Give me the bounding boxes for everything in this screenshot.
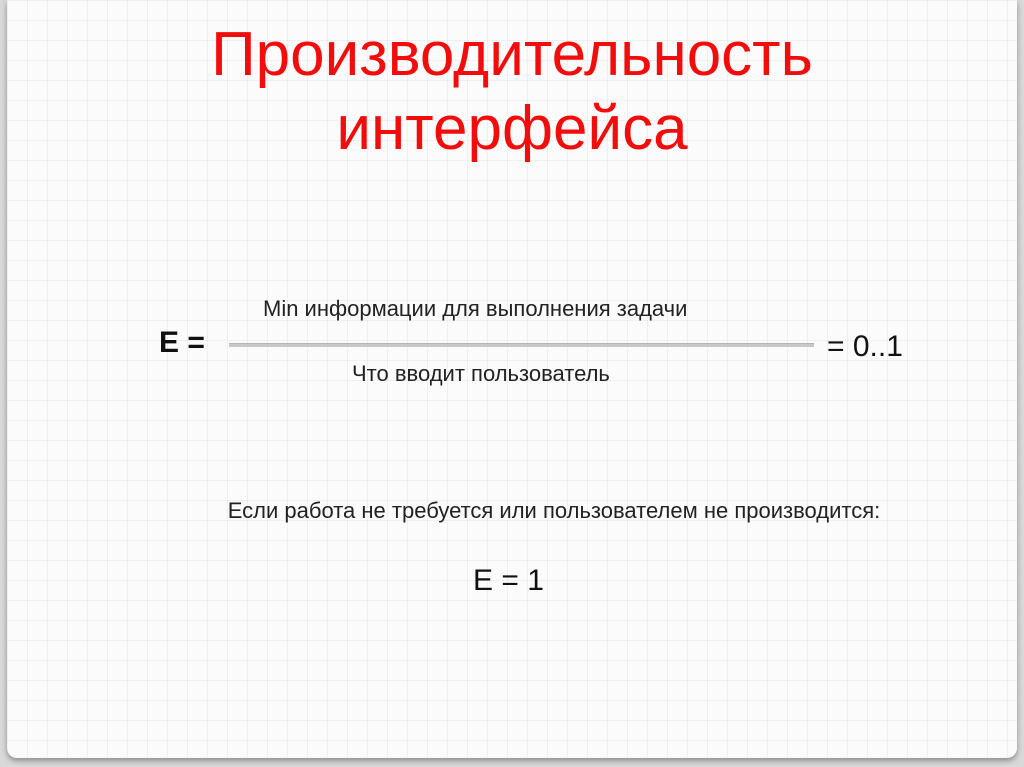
- condition-text: Если работа не требуется или пользователем не производится:: [227, 498, 881, 523]
- slide-title: [7, 18, 1017, 166]
- title-line-1: Производительность: [211, 20, 813, 89]
- fraction-line: [229, 343, 814, 347]
- result-formula: E = 1: [473, 564, 544, 597]
- formula-label: E =: [159, 326, 205, 359]
- formula-numerator: Min информации для выполнения задачи: [263, 296, 688, 321]
- formula-denominator: Что вводит пользователь: [352, 361, 610, 386]
- title-line-2: интерфейса: [336, 94, 688, 163]
- formula-range: = 0..1: [827, 330, 903, 363]
- slide: [7, 0, 1017, 758]
